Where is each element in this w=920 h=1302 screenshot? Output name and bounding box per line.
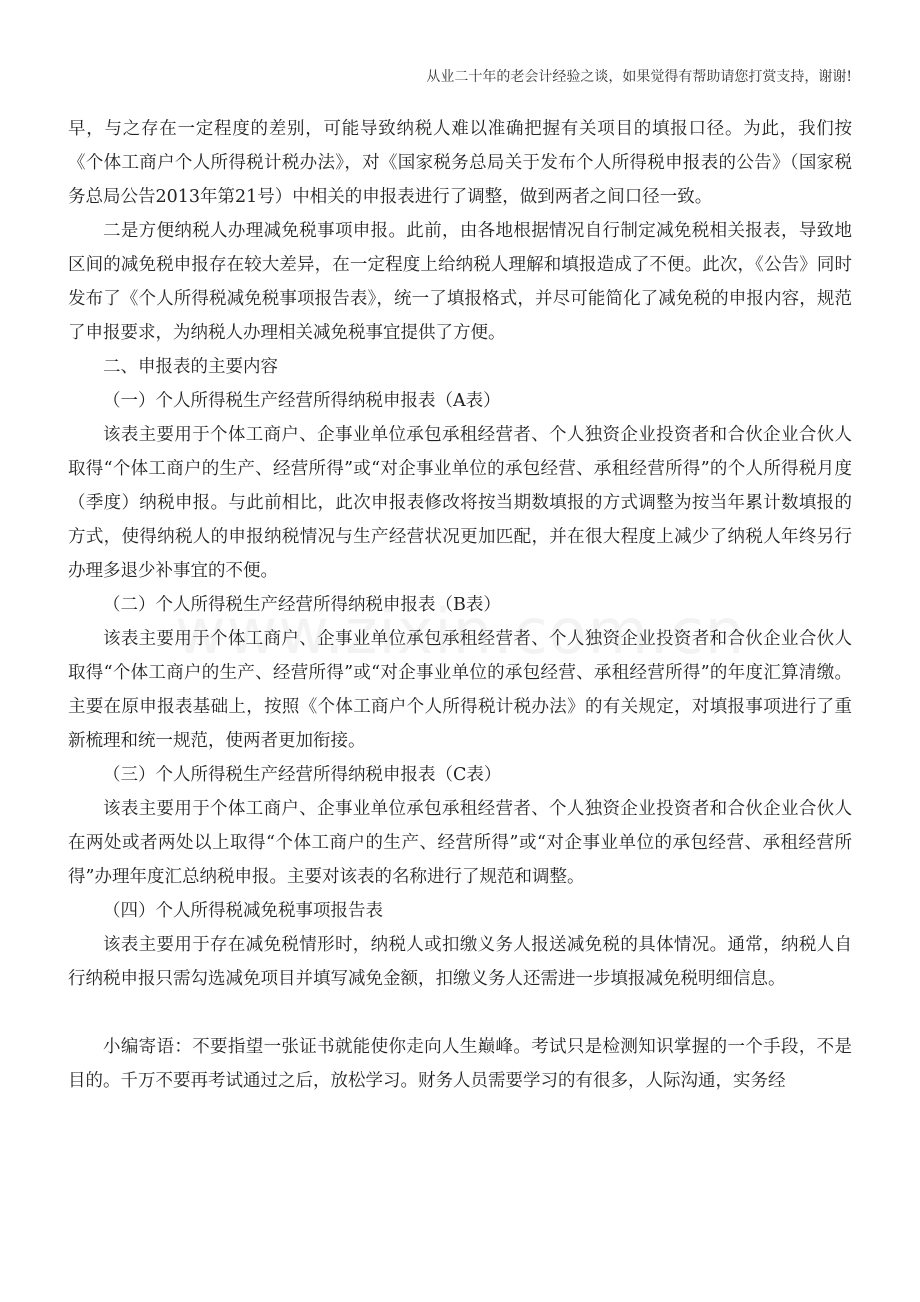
paragraph-gap (68, 996, 852, 1030)
subheading-relief-report: （四）个人所得税减免税事项报告表 (103, 901, 383, 921)
page-header-note: 从业二十年的老会计经验之谈，如果觉得有帮助请您打赏支持，谢谢! (426, 69, 852, 85)
paragraph-continuation: 早，与之存在一定程度的差别，可能导致纳税人难以准确把握有关项目的填报口径。为此，我们按《个体工商户个人所得税计税办法》，对《国家税务总局关于发布个人所得税申报表的公告》（国家税务总局公告2013年第21号）中相关的申报表进行了调整，做到两者之间口径一致。 (68, 119, 852, 207)
paragraph-editor-note: 小编寄语：不要指望一张证书就能使你走向人生巅峰。考试只是检测知识掌握的一个手段，不是目的。千万不要再考试通过之后，放松学习。财务人员需要学习的有很多，人际沟通，实务经 (68, 1037, 852, 1091)
subheading-form-a: （一）个人所得税生产经营所得纳税申报表（A表） (103, 391, 501, 411)
paragraph-form-c: 该表主要用于个体工商户、企事业单位承包承租经营者、个人独资企业投资者和合伙企业合伙人在两处或者两处以上取得“个体工商户的生产、经营所得”或“对企事业单位的承包经营、承租经营所得”办理年度汇总纳税申报。主要对该表的名称进行了规范和调整。 (68, 799, 852, 887)
paragraph-relief-report: 该表主要用于存在减免税情形时，纳税人或扣缴义务人报送减免税的具体情况。通常，纳税人自行纳税申报只需勾选减免项目并填写减免金额，扣缴义务人还需进一步填报减免税明细信息。 (68, 935, 852, 989)
section-heading-main-content: 二、申报表的主要内容 (103, 357, 278, 377)
subheading-form-b: （二）个人所得税生产经营所得纳税申报表（B表） (103, 595, 501, 615)
paragraph-form-b: 该表主要用于个体工商户、企事业单位承包承租经营者、个人独资企业投资者和合伙企业合伙人取得“个体工商户的生产、经营所得”或“对企事业单位的承包经营、承租经营所得”的年度汇算清缴。主要在原申报表基础上，按照《个体工商户个人所得税计税办法》的有关规定，对填报事项进行了重新梳理和统一规范，使两者更加衔接。 (68, 629, 852, 751)
subheading-form-c: （三）个人所得税生产经营所得纳税申报表（C表） (103, 765, 502, 785)
document-body (68, 112, 852, 1098)
paragraph-tax-relief: 二是方便纳税人办理减免税事项申报。此前，由各地根据情况自行制定减免税相关报表，导致地区间的减免税申报存在较大差异，在一定程度上给纳税人理解和填报造成了不便。此次，《公告》同时发布了《个人所得税减免税事项报告表》，统一了填报格式，并尽可能简化了减免税的申报内容，规范了申报要求，为纳税人办理相关减免税事宜提供了方便。 (68, 221, 852, 343)
paragraph-form-a: 该表主要用于个体工商户、企事业单位承包承租经营者、个人独资企业投资者和合伙企业合伙人取得“个体工商户的生产、经营所得”或“对企事业单位的承包经营、承租经营所得”的个人所得税月度（季度）纳税申报。与此前相比，此次申报表修改将按当期数填报的方式调整为按当年累计数填报的方式，使得纳税人的申报纳税情况与生产经营状况更加匹配，并在很大程度上减少了纳税人年终另行办理多退少补事宜的不便。 (68, 425, 852, 581)
